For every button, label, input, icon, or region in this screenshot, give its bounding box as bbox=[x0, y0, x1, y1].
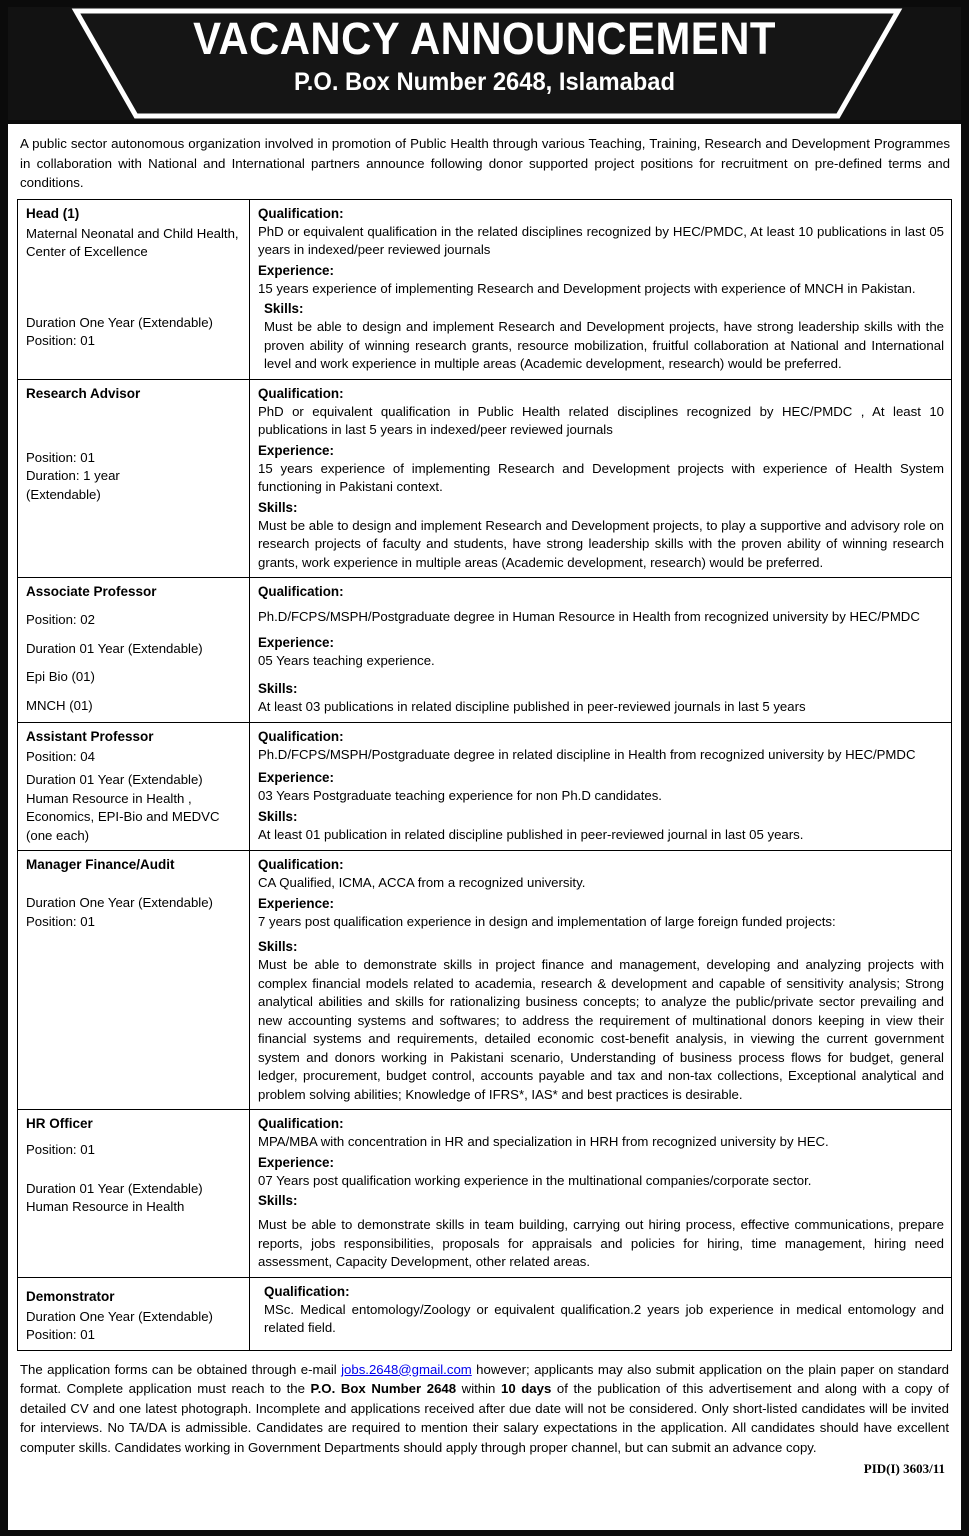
job-title: Manager Finance/Audit bbox=[26, 857, 175, 872]
qualification-label: Qualification: bbox=[258, 205, 344, 221]
qualification-text: PhD or equivalent qualification in Public Health related disciplines recognized by HEC/PMDC , At least 10 publications in last 5 years in indexed/peer reviewed journals bbox=[258, 403, 944, 437]
job-summary-cell bbox=[18, 851, 250, 1110]
qualification-label: Qualification: bbox=[264, 1283, 350, 1299]
table-row bbox=[18, 1277, 952, 1350]
skills-label: Skills: bbox=[258, 808, 298, 824]
table-row bbox=[18, 199, 952, 379]
qualification-label: Qualification: bbox=[258, 584, 344, 599]
skills-label: Skills: bbox=[264, 301, 304, 316]
experience-label: Experience: bbox=[258, 1154, 334, 1170]
jobs-table bbox=[17, 199, 952, 1351]
experience-label: Experience: bbox=[258, 442, 334, 458]
footer-text-part2: however; applicants may also submit application on the plain paper on standard format. Complete application must reach to the bbox=[20, 1361, 949, 1396]
footer-text-part3: within bbox=[456, 1381, 501, 1396]
footer-text-part1: The application forms can be obtained through e-mail bbox=[20, 1361, 342, 1377]
job-positions: Position: 01 bbox=[26, 449, 95, 465]
job-summary-cell bbox=[18, 1277, 250, 1350]
qualification-text: MPA/MBA with concentration in HR and specialization in HRH from recognized university by HEC. bbox=[258, 1134, 829, 1149]
experience-text: 15 years experience of implementing Research and Development projects with experience of MNCH in Pakistan. bbox=[258, 280, 916, 296]
job-title: Associate Professor bbox=[26, 584, 157, 599]
content-sheet bbox=[8, 124, 961, 1530]
job-positions: Position: 01 bbox=[26, 1142, 95, 1157]
job-discipline-mnch: MNCH (01) bbox=[26, 697, 93, 713]
job-positions: Position: 02 bbox=[26, 612, 95, 627]
experience-label: Experience: bbox=[258, 770, 334, 785]
pid-reference: PID(I) 3603/11 bbox=[863, 1461, 945, 1476]
job-title: Assistant Professor bbox=[26, 728, 154, 744]
skills-label: Skills: bbox=[258, 681, 298, 696]
spacer bbox=[26, 876, 242, 894]
qualification-text: CA Qualified, ICMA, ACCA from a recognized university. bbox=[258, 875, 586, 890]
table-row bbox=[18, 1110, 952, 1278]
job-positions: Position: 01 bbox=[26, 1327, 95, 1342]
job-summary-cell bbox=[18, 1110, 250, 1278]
job-requirements-cell bbox=[250, 851, 952, 1110]
job-title: Research Advisor bbox=[26, 385, 141, 401]
job-duration: Duration 01 Year (Extendable) bbox=[26, 772, 203, 787]
qualification-text: PhD or equivalent qualification in the related disciplines recognized by HEC/PMDC, At least 10 publications in last 05 years in indexed/peer reviewed journals bbox=[258, 223, 944, 257]
experience-text: 05 Years teaching experience. bbox=[258, 652, 435, 668]
intro-paragraph: A public sector autonomous organization involved in promotion of Public Health through various Teaching, Training, Research and Development Programmes in collaboration with National and International partners announce following donor supported project positions for recruitment on pre-defined terms and conditions. bbox=[20, 136, 950, 190]
qualification-text: MSc. Medical entomology/Zoology or equivalent qualification.2 years job experience in medical entomology and related field. bbox=[264, 1301, 944, 1335]
job-title: HR Officer bbox=[26, 1116, 93, 1131]
skills-text: Must be able to demonstrate skills in team building, carrying out hiring process, effective communications, prepare reports, jobs responsibilities, proposals for appraisals and policies for hiring, time management, hiring need assessment, Capacity Development, other related areas. bbox=[258, 1217, 944, 1269]
job-requirements-cell bbox=[250, 722, 952, 851]
spacer bbox=[26, 262, 242, 314]
job-duration: Duration One Year (Extendable) bbox=[26, 1308, 213, 1324]
job-duration: Duration 01 Year (Extendable) bbox=[26, 640, 203, 656]
job-duration: Duration One Year (Extendable) bbox=[26, 895, 213, 910]
footer-text-part4: of the publication of this advertisement and along with a copy of detailed CV and one latest photograph. Incomplete and applications received after due date will not be considered. Only short-listed candidates will be invited for interviews. No TA/DA is admissible. Candidates are required to mention their salary expectations in the application. All candidates should have excellent computer skills. Candidates working in Government Departments should apply through proper channel, but can submit an advance copy. bbox=[20, 1381, 950, 1455]
job-title: Head (1) bbox=[26, 205, 80, 221]
job-disciplines: Human Resource in Health , Economics, EPI-Bio and MEDVC (one each) bbox=[26, 790, 220, 843]
job-positions: Position: 04 bbox=[26, 748, 95, 764]
table-row bbox=[18, 851, 952, 1110]
qualification-label: Qualification: bbox=[258, 857, 344, 872]
job-detail-line: Maternal Neonatal and Child Health, Center of Excellence bbox=[26, 225, 239, 259]
qualification-label: Qualification: bbox=[258, 1116, 344, 1131]
table-row bbox=[18, 722, 952, 851]
skills-text: Must be able to demonstrate skills in project finance and management, developing and analyzing projects with complex financial models related to academia, research & development and capable of sensitivity analysis; Strong analytical abilities and skills for rationalizing business concepts; to analyze the public/private sector prevailing and new accounting systems and softwares; to address the requirement of multinational donors keeping in view their financial systems and requirements, detailed economic cost-benefit analysis, in viewing the current government system and donors working in Pakistani scenario, Understanding of business process flows for budget, general ledger, procurement, budget control, accounts payable and tax and non-tax collections, Exceptional analytical and problem solving abilities; Knowledge of IFRS*, IAS* and best practices is desirable. bbox=[258, 957, 944, 1102]
job-duration: Duration 01 Year (Extendable) bbox=[26, 1180, 203, 1196]
job-requirements-cell bbox=[250, 379, 952, 578]
qualification-label: Qualification: bbox=[258, 385, 344, 401]
experience-label: Experience: bbox=[258, 895, 334, 911]
experience-label: Experience: bbox=[258, 634, 334, 650]
experience-label: Experience: bbox=[258, 262, 334, 278]
experience-text: 7 years post qualification experience in design and implementation of large foreign funded projects: bbox=[258, 913, 836, 929]
experience-text: 15 years experience of implementing Research and Development projects with experience of Health System functioning in Pakistani context. bbox=[258, 460, 944, 494]
footer-deadline: 10 days bbox=[500, 1381, 552, 1396]
application-email-link[interactable]: jobs.2648@gmail.com bbox=[341, 1361, 472, 1377]
skills-text: Must be able to design and implement Research and Development projects, have strong leadership skills with the proven ability of winning research grants, resource mobilization, fruitful collaboration at National and International level and work experience in multiple areas (Academic development, research) would be preferred. bbox=[264, 319, 944, 371]
skills-text: At least 03 publications in related discipline published in peer-reviewed journals in last 5 years bbox=[258, 699, 806, 714]
job-discipline: Human Resource in Health bbox=[26, 1199, 185, 1214]
experience-text: 03 Years Postgraduate teaching experience for non Ph.D candidates. bbox=[258, 788, 662, 803]
job-duration: Duration: 1 year bbox=[26, 468, 120, 483]
job-summary-cell bbox=[18, 722, 250, 851]
skills-label: Skills: bbox=[258, 499, 298, 515]
jobs-table-body bbox=[18, 199, 952, 1350]
table-row bbox=[18, 379, 952, 578]
qualification-text: Ph.D/FCPS/MSPH/Postgraduate degree in Human Resource in Health from recognized university by HEC/PMDC bbox=[258, 609, 920, 624]
job-summary-cell bbox=[18, 379, 250, 578]
job-positions: Position: 01 bbox=[26, 913, 95, 929]
job-requirements-cell bbox=[250, 199, 952, 379]
experience-text: 07 Years post qualification working experience in the multinational companies/corporate sector. bbox=[258, 1172, 812, 1188]
spacer bbox=[26, 405, 242, 449]
job-requirements-cell bbox=[250, 578, 952, 723]
qualification-text: Ph.D/FCPS/MSPH/Postgraduate degree in related discipline in Health from recognized university by HEC/PMDC bbox=[258, 746, 916, 762]
qualification-label: Qualification: bbox=[258, 728, 344, 744]
job-discipline-epibio: Epi Bio (01) bbox=[26, 669, 95, 684]
table-row bbox=[18, 578, 952, 723]
page-title: VACANCY ANNOUNCEMENT bbox=[193, 13, 776, 64]
job-summary-cell bbox=[18, 199, 250, 379]
skills-text: At least 01 publication in related discipline published in peer-reviewed journal in last 05 years. bbox=[258, 826, 804, 842]
skills-text: Must be able to design and implement Research and Development projects, to play a supportive and advisory role on research projects of faculty and students, have strong leadership skills with the proven ability of winning research grants, work experience in multiple areas (Academic development, research) would be preferred. bbox=[258, 517, 944, 570]
job-summary-cell bbox=[18, 578, 250, 723]
job-duration: Duration One Year (Extendable) bbox=[26, 314, 213, 330]
header-banner bbox=[8, 7, 961, 120]
skills-label: Skills: bbox=[258, 1193, 298, 1208]
application-instructions bbox=[17, 1351, 952, 1527]
job-duration-note: (Extendable) bbox=[26, 486, 101, 502]
footer-po-box: P.O. Box Number 2648 bbox=[310, 1381, 457, 1396]
skills-label: Skills: bbox=[258, 939, 298, 954]
page-subtitle: P.O. Box Number 2648, Islamabad bbox=[293, 68, 676, 96]
job-title: Demonstrator bbox=[26, 1288, 115, 1304]
job-requirements-cell bbox=[250, 1110, 952, 1278]
job-requirements-cell bbox=[250, 1277, 952, 1350]
job-positions: Position: 01 bbox=[26, 333, 95, 348]
